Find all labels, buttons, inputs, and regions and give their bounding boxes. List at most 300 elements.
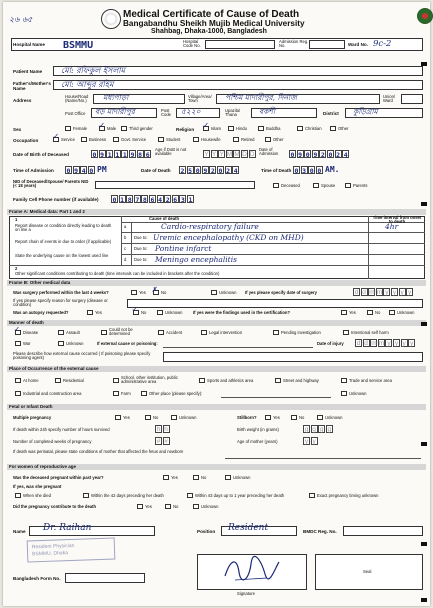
place-home-checkbox[interactable] [15, 378, 21, 383]
registration-mark [421, 598, 427, 602]
dob-digit: 6 [145, 151, 150, 159]
weight-cell: g [304, 426, 309, 433]
post-office-value: বড় মাদারীপুর [95, 107, 135, 116]
row-d-letter: d [124, 257, 127, 262]
sex-female-label: Female [73, 126, 87, 131]
religion-hindu-label: Hindu [236, 126, 247, 131]
dob-digit: 1 [115, 151, 120, 159]
occupation-other-label: Other [273, 137, 284, 142]
place-street-label: Street and highway [283, 378, 319, 383]
surgery-yes-label: Yes [139, 290, 146, 295]
seal-label: Seal [363, 569, 372, 574]
mother-age-cells[interactable] [303, 437, 318, 445]
admission-date-digit: 2 [320, 151, 325, 159]
manner-self-harm-checkbox[interactable] [343, 330, 349, 335]
autopsy-question: Was an autopsy requested? [13, 310, 69, 315]
hours-survived-label: If death within 24h specify number of hours survived [13, 427, 110, 432]
autopsy-findings-question: If yes were the findings used in the certification? [193, 310, 291, 315]
patient-name-label: Patient Name [13, 69, 43, 74]
nid-label: NID of Deceased/Spouse/ Parents NID (< 18 years) [13, 179, 89, 189]
occupation-govt-checkbox[interactable] [113, 137, 119, 142]
frame-a-header: Frame A: Medical data: Part 1 and 2 [7, 209, 426, 215]
age-unit: M [234, 151, 240, 158]
injury-date-cell: d [356, 340, 361, 347]
pregnant-unknown-checkbox[interactable] [225, 475, 231, 480]
pregnant-unknown-label: Unknown [233, 475, 251, 480]
timing-when-died-label: When she died [23, 493, 51, 498]
house-road-label: House/Road (Name/No.) [65, 94, 89, 104]
sex-male-label: Male [107, 126, 117, 131]
manner-disease-check-mark: ✓ [14, 325, 20, 335]
death-time-digit: 0 [309, 167, 314, 175]
row-a-interval[interactable]: 4hr [385, 222, 399, 231]
weeks-cell: # [164, 438, 168, 445]
autopsy-yes-label: Yes [95, 310, 102, 315]
dob-label: Date of Birth of Deceased [13, 152, 69, 157]
sex-male-check-mark: ✓ [99, 121, 105, 131]
surgery-date-cells[interactable] [353, 288, 414, 296]
admission-time-digit: 9 [74, 167, 79, 175]
dob-digit: 9 [100, 151, 105, 159]
multiple-unknown-label: Unknown [179, 415, 197, 420]
timing-when-died-checkbox[interactable] [15, 493, 21, 498]
stillborn-unknown-checkbox[interactable] [317, 415, 323, 420]
hours-survived-cells[interactable] [155, 425, 170, 433]
place-sports-checkbox[interactable] [199, 378, 205, 383]
admission-time-digit: 0 [89, 167, 94, 175]
surgery-date-label: If yes please specify date of surgery [245, 290, 317, 295]
age-unit: D [249, 151, 255, 158]
family-cell-cells[interactable] [111, 195, 195, 203]
phone-digit: 1 [120, 196, 125, 204]
death-date-digit: 9 [203, 167, 208, 175]
stillborn-no-label: No [299, 415, 305, 420]
row-b-prefix: Due to: [134, 235, 148, 240]
age-unit: Y [211, 151, 217, 158]
timing-unknown-checkbox[interactable] [309, 493, 315, 498]
admission-time-digit: 0 [66, 167, 71, 175]
stamp-line-2: BSMMU, Dhaka [32, 550, 69, 558]
pregnant-no-label: No [201, 475, 207, 480]
place-street-checkbox[interactable] [275, 378, 281, 383]
admission-date-digit: 0 [305, 151, 310, 159]
autopsy-no-check-mark: ✓ [132, 305, 138, 315]
place-unknown-label: Unknown [349, 391, 367, 396]
form-number-label: Bangladesh Form No. [13, 576, 61, 581]
mother-age-cell: y [304, 438, 309, 445]
university-name: Bangabandhu Sheikh Mujib Medical University [123, 19, 305, 28]
injury-date-cell: y [410, 340, 414, 347]
time-of-admission-cells[interactable] [65, 166, 95, 174]
patient-name-value: মো: রফিকুল ইসলাম [61, 66, 126, 75]
place-industrial-label: Industrial and construction area [23, 391, 82, 396]
underlying-cause-label: State the underlying cause on the lowest used line [15, 253, 109, 258]
admission-reg-field[interactable] [309, 40, 345, 49]
admission-date-digit: 0 [290, 151, 295, 159]
sex-label: Sex [13, 127, 22, 132]
nid-deceased-checkbox[interactable] [273, 183, 279, 188]
occupation-label: Occupation [13, 138, 39, 143]
surgery-yes-checkbox[interactable] [131, 290, 137, 295]
age-unit: Y [219, 151, 224, 158]
row-c-letter: c [124, 246, 127, 251]
sex-third-gender-checkbox[interactable] [121, 126, 127, 131]
findings-unknown-checkbox[interactable] [389, 310, 395, 315]
place-other-label: Other place (please specify): [149, 391, 203, 396]
nid-parents-label: Parents [353, 183, 368, 188]
nid-spouse-label: Spouse [321, 183, 336, 188]
row-a-cause[interactable]: Cardio-respiratory failure [161, 222, 259, 231]
manner-war-checkbox[interactable] [15, 341, 21, 346]
mother-age-label: Age of mother (years) [237, 439, 278, 444]
injury-date-cell: y [402, 340, 406, 347]
admission-date-digit: 4 [343, 151, 348, 159]
age-unit: D [242, 151, 247, 158]
multiple-pregnancy-label: Multiple pregnancy [13, 415, 52, 420]
occupation-housewife-label: Housewife [201, 137, 221, 142]
religion-other-label: Other [338, 126, 349, 131]
death-time-digit: 3 [302, 167, 307, 175]
surgery-unknown-checkbox[interactable] [211, 290, 217, 295]
weight-cell: g [327, 426, 332, 433]
religion-islam-check-mark: ✓ [203, 121, 209, 131]
admission-date-digit: 0 [328, 151, 333, 159]
contribute-yes-checkbox[interactable] [137, 504, 143, 509]
part-1-number: 1 [15, 217, 18, 222]
death-time-digit: 0 [317, 167, 322, 175]
bmdc-field[interactable] [343, 526, 423, 536]
frame-a-row-line [9, 265, 425, 266]
university-logo-icon [101, 9, 121, 29]
manner-accident-checkbox[interactable] [158, 330, 164, 335]
date-of-admission-cells[interactable] [289, 150, 350, 158]
sex-third-gender-label: Third gender [129, 126, 153, 131]
occupation-other-checkbox[interactable] [265, 137, 271, 142]
external-cause-label: If external cause or poisoning: [97, 341, 158, 346]
place-other-line [221, 397, 331, 398]
hours-cell: h [156, 426, 161, 433]
manner-war-label: War [23, 341, 31, 346]
pregnant-no-checkbox[interactable] [193, 475, 199, 480]
surgery-date-cell: y [385, 289, 389, 296]
nid-parents-checkbox[interactable] [345, 183, 351, 188]
phone-digit: 6 [150, 196, 155, 204]
findings-yes-checkbox[interactable] [341, 310, 347, 315]
registration-mark [421, 202, 427, 206]
nid-field[interactable] [95, 181, 255, 189]
surgery-date-cell: y [408, 289, 412, 296]
place-other-checkbox[interactable] [141, 391, 147, 396]
external-cause-line [163, 347, 313, 348]
death-date-digit: 0 [218, 167, 223, 175]
phone-digit: 8 [127, 196, 132, 204]
place-trade-label: Trade and service area [349, 378, 392, 383]
occupation-retired-checkbox[interactable] [233, 137, 239, 142]
weeks-pregnancy-cells[interactable] [155, 437, 170, 445]
death-date-digit: 2 [180, 167, 185, 175]
admission-date-digit: 9 [298, 151, 303, 159]
phone-digit: 8 [142, 196, 147, 204]
admission-date-digit: 2 [336, 151, 341, 159]
findings-no-label: No [375, 310, 381, 315]
registration-mark [421, 442, 427, 446]
stamp-line-1: Resident Physician [31, 542, 75, 551]
registration-mark [421, 62, 427, 66]
autopsy-unknown-label: Unknown [165, 310, 183, 315]
corner-note: ২৬ ৬৫ [9, 15, 33, 24]
timing-unknown-label: Exact pregnancy timing unknown [317, 493, 379, 498]
manner-pending-checkbox[interactable] [273, 330, 279, 335]
surgery-unknown-label: Unknown [219, 290, 237, 295]
surgery-date-cell: m [376, 289, 383, 296]
birth-weight-label: Birth weight (in grams) [237, 427, 279, 432]
manner-header: Manner of death [7, 320, 426, 326]
autopsy-no-label: No [141, 310, 147, 315]
handwritten-signature-icon [221, 554, 281, 584]
religion-hindu-checkbox[interactable] [228, 126, 234, 131]
phone-digit: 4 [158, 196, 163, 204]
occupation-retired-label: Retired [241, 137, 255, 142]
fetal-header: Fetal or Infant Death [7, 404, 426, 410]
contribute-yes-label: Yes [145, 504, 152, 509]
pregnancy-contribute-question: Did the pregnancy contribute to the death [13, 504, 97, 509]
death-date-digit: 2 [226, 167, 231, 175]
address-label: Address [13, 98, 32, 103]
form-number-field[interactable] [65, 573, 145, 583]
district-value: কুড়িগ্রাম [353, 107, 378, 116]
manner-unknown-label: Unknown [66, 341, 84, 346]
contribute-no-label: No [173, 504, 179, 509]
fathers-name-label: Father's/Mother's Name [13, 81, 51, 92]
chain-of-events-label: Report chain of events in due to order (if applicable) [15, 239, 112, 244]
timing-1-year-checkbox[interactable] [187, 493, 193, 498]
place-farm-checkbox[interactable] [113, 391, 119, 396]
injury-date-cell: y [394, 340, 399, 347]
stillborn-no-checkbox[interactable] [291, 415, 297, 420]
frame-a-interval-divider [368, 216, 369, 279]
position-value: Resident [228, 523, 269, 533]
phone-digit: 2 [165, 196, 170, 204]
place-industrial-checkbox[interactable] [15, 391, 21, 396]
stillborn-unknown-label: Unknown [325, 415, 343, 420]
place-home-label: At home [23, 378, 39, 383]
row-b-cause[interactable]: Uremic encephalopathy (CKD on MHD) [153, 233, 304, 242]
union-field[interactable] [401, 94, 423, 104]
row-d-prefix: Due to: [134, 257, 148, 262]
place-school-checkbox[interactable] [113, 378, 119, 383]
ward-no-value[interactable]: 9c-2 [373, 39, 392, 49]
time-of-death-cells[interactable] [293, 166, 323, 174]
time-of-admission-suffix: PM [97, 165, 107, 174]
phone-digit: 6 [173, 196, 178, 204]
place-header: Place of Occurrence of the external cause [7, 366, 426, 372]
describe-external-label: Please describe how external cause occurred ( If poisoning please specify poisoning agent) [13, 351, 151, 361]
perinatal-line [225, 458, 421, 459]
village-value: পশ্চিম মাদারীপুর, দিনাজ [225, 93, 297, 102]
place-unknown-checkbox[interactable] [341, 391, 347, 396]
ward-no-label: Ward No. [348, 42, 368, 47]
injury-date-cell: y [387, 340, 391, 347]
place-trade-checkbox[interactable] [341, 378, 347, 383]
multiple-yes-checkbox[interactable] [115, 415, 121, 420]
place-residential-checkbox[interactable] [55, 378, 61, 383]
contribute-no-checkbox[interactable] [165, 504, 171, 509]
religion-buddha-checkbox[interactable] [258, 126, 264, 131]
hospital-code-field[interactable] [205, 40, 275, 49]
phone-digit: 7 [135, 196, 140, 204]
findings-yes-label: Yes [349, 310, 356, 315]
surgery-date-cell: d [362, 289, 366, 296]
row-c-cause[interactable]: Pontine infarct [155, 244, 212, 253]
injury-date-cell: d [364, 340, 368, 347]
house-road-value: মধ্যপাড়া [103, 93, 129, 102]
registration-mark [421, 322, 427, 326]
stillborn-yes-label: Yes [273, 415, 280, 420]
occupation-service-label: Service [61, 137, 75, 142]
surgery-reason-label: If yes please specify reason for surgery (disease or condition) [13, 298, 108, 308]
post-code-value: ৫২২০ [181, 107, 201, 116]
death-date-digit: 5 [188, 167, 193, 175]
timing-42-days-checkbox[interactable] [83, 493, 89, 498]
occupation-housewife-checkbox[interactable] [193, 137, 199, 142]
family-cell-label: Family Cell Phone number (if available) [13, 197, 99, 202]
phone-digit: 3 [180, 196, 185, 204]
weight-cell: g [319, 426, 324, 433]
manner-unknown-checkbox[interactable] [58, 341, 64, 346]
findings-no-checkbox[interactable] [367, 310, 373, 315]
certificate-title: Medical Certificate of Cause of Death [123, 9, 300, 20]
age-unit: Y [204, 151, 209, 158]
phone-digit: 0 [112, 196, 117, 204]
sex-female-checkbox[interactable] [65, 126, 71, 131]
row-d-cause[interactable]: Meningo encephalitis [155, 255, 237, 264]
death-time-digit: 0 [294, 167, 299, 175]
surgery-question: Was surgery performed within the last 4 weeks? [13, 290, 109, 295]
date-of-injury-cells[interactable] [355, 339, 416, 347]
manner-legal-checkbox[interactable] [201, 330, 207, 335]
other-conditions-label: Other significant conditions contributing to death (time intervals can be included in brackets after the condition) [15, 271, 220, 276]
religion-islam-label: Islam [211, 126, 222, 131]
age-cells[interactable] [203, 150, 256, 158]
occupation-student-checkbox[interactable] [158, 137, 164, 142]
time-of-death-label: Time of Death [261, 168, 292, 173]
religion-other-checkbox[interactable] [330, 126, 336, 131]
timing-42-days-label: Within the 42 days preceding her death [91, 493, 164, 498]
contribute-unknown-checkbox[interactable] [193, 504, 199, 509]
reproductive-header: For women of reproductive age [7, 464, 426, 470]
admission-time-digit: 4 [81, 167, 86, 175]
manner-undetermined-checkbox[interactable] [101, 330, 107, 335]
surgery-reason-field[interactable] [127, 299, 423, 308]
dob-digit: 1 [122, 151, 127, 159]
dob-digit: 0 [92, 151, 97, 159]
manner-assault-label: Assault [66, 330, 80, 335]
weeks-pregnancy-label: Number of completed weeks of pregnancy [13, 439, 92, 444]
multiple-yes-label: Yes [123, 415, 130, 420]
row-a-letter: a [124, 224, 127, 229]
religion-buddha-label: Buddha [266, 126, 281, 131]
dob-digit: 9 [130, 151, 135, 159]
autopsy-unknown-checkbox[interactable] [157, 310, 163, 315]
occupation-student-label: Student [166, 137, 181, 142]
multiple-no-checkbox[interactable] [145, 415, 151, 420]
signer-name-label: Name [13, 529, 26, 534]
pregnant-yes-checkbox[interactable] [163, 475, 169, 480]
dob-cells[interactable] [91, 150, 152, 158]
death-date-digit: 4 [233, 167, 238, 175]
death-date-digit: 2 [210, 167, 215, 175]
post-code-label: Post Code [161, 108, 172, 118]
hospital-name-value[interactable]: BSMMU [63, 40, 94, 51]
age-label: Age if DoB is not available [155, 147, 187, 157]
cause-of-death-header: Cause of death [149, 216, 180, 221]
religion-christian-label: Christian [305, 126, 322, 131]
religion-christian-checkbox[interactable] [297, 126, 303, 131]
weeks-cell: # [156, 438, 161, 445]
occupation-business-label: Business [89, 137, 106, 142]
religion-label: Religion [176, 127, 195, 132]
weight-cell: g [312, 426, 316, 433]
registration-mark [421, 542, 427, 546]
part-2-number: 2 [15, 266, 18, 271]
nid-spouse-checkbox[interactable] [313, 183, 319, 188]
frame-b-header: Frame B: Other medical data [7, 280, 426, 286]
frame-a-divider [121, 216, 122, 265]
stillborn-yes-checkbox[interactable] [265, 415, 271, 420]
multiple-unknown-checkbox[interactable] [171, 415, 177, 420]
university-address: Shahbag, Dhaka-1000, Bangladesh [151, 28, 267, 35]
date-of-death-cells[interactable] [179, 166, 240, 174]
date-of-injury-label: Date of injury [317, 341, 344, 346]
injury-date-cell: m [378, 340, 385, 347]
place-sports-label: Sports and athletics area [207, 378, 254, 383]
timing-1-year-label: Within 43 days up to 1 year preceding her death [195, 493, 285, 498]
place-residential-label: Residential [63, 378, 84, 383]
occupation-business-checkbox[interactable] [81, 137, 87, 142]
if-yes-pregnant-label: If yes, was she pregnant [13, 484, 62, 489]
row-c-prefix: Due to: [134, 246, 148, 251]
hospital-name-label: Hospital Name [13, 42, 45, 47]
upazila-label: Upazila/ Thana [225, 108, 241, 118]
birth-weight-cells[interactable] [303, 425, 333, 433]
surgery-date-cell: y [400, 289, 404, 296]
occupation-service-check-mark: ✓ [53, 132, 59, 142]
autopsy-yes-checkbox[interactable] [87, 310, 93, 315]
report-directly-label: Report disease or condition directly leading to death on line a [15, 223, 112, 233]
place-school-label: School, other institution, public administrative area [121, 375, 178, 385]
admission-reg-label: Admission Reg. No. [279, 39, 309, 49]
district-label: District [323, 111, 339, 116]
manner-assault-checkbox[interactable] [58, 330, 64, 335]
doctor-stamp-icon [27, 537, 116, 562]
position-label: Position [197, 529, 216, 534]
row-b-letter: b [124, 235, 127, 240]
injury-date-cell: m [371, 340, 377, 347]
dob-digit: 8 [138, 151, 143, 159]
hospital-code-label: Hospital Code No. [183, 39, 201, 49]
occupation-govt-label: Govt. Service [121, 137, 147, 142]
admission-date-digit: 9 [313, 151, 318, 159]
stillborn-label: Stillborn? [237, 415, 257, 420]
manner-pending-label: Pending investigation [281, 330, 321, 335]
describe-external-field[interactable] [163, 352, 423, 362]
manner-undetermined-label: Could not be determined [109, 327, 133, 337]
place-farm-label: Farm [121, 391, 131, 396]
pregnant-question: Was the deceased pregnant within past year? [13, 475, 104, 480]
fathers-name-value: মো: আব্দুর রহিম [61, 80, 114, 89]
date-of-death-label: Date of Death [141, 168, 171, 173]
surgery-no-label: No [161, 290, 167, 295]
